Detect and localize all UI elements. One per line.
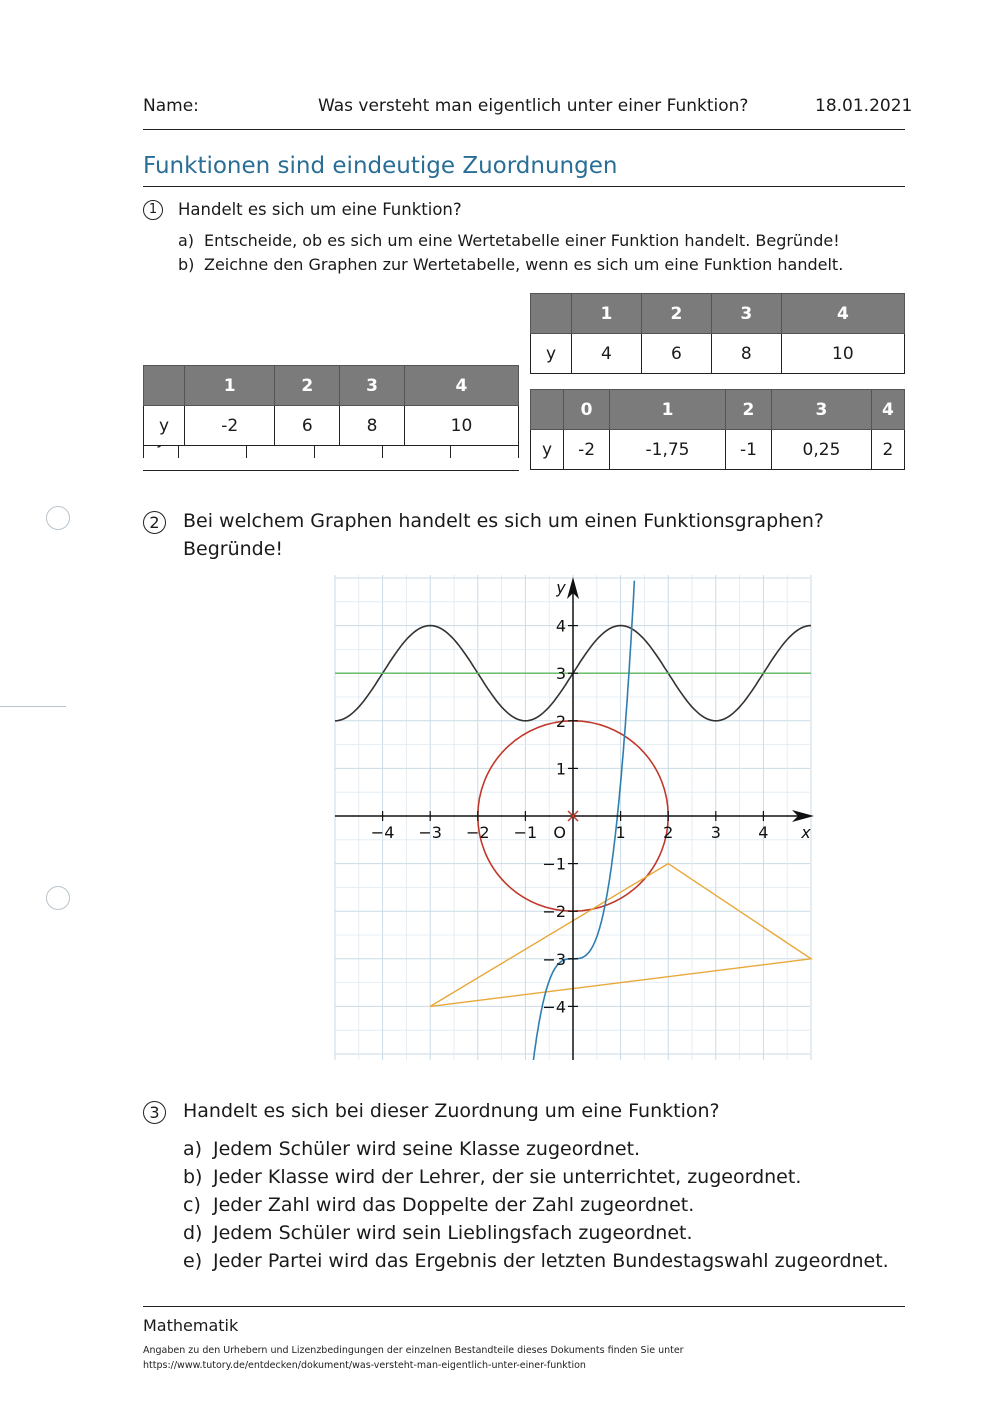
table-cell: 10 [404,406,518,446]
x-tick-label: 4 [758,823,769,842]
task2-question-line1: Bei welchem Graphen handelt es sich um einen Funktionsgraphen? [183,510,824,532]
y-tick-label: 3 [555,664,566,684]
table-header-cell: 1 [572,294,642,334]
worksheet-topic: Was versteht man eigentlich unter einer Funktion? [318,96,749,116]
x-tick-label: 2 [663,823,674,842]
footer-divider [143,1306,905,1307]
table-cell: y [144,406,185,446]
task-number-2: 2 [143,511,166,534]
table-header-cell: 2 [275,366,340,406]
table-header-cell: 3 [772,390,872,430]
x-tick-label: −1 [513,823,538,842]
table-cell: 0,25 [772,430,872,470]
table-cell: y [531,334,572,374]
value-table-right-top [530,293,905,374]
y-tick-label: −2 [542,902,566,922]
task3-item-text: Jeder Klasse wird der Lehrer, der sie unterrichtet, zugeordnet. [213,1166,802,1188]
task3-item-text: Jedem Schüler wird seine Klasse zugeordnet. [213,1138,641,1160]
worksheet-date: 18.01.2021 [815,96,913,116]
table-header-cell: 0 [564,390,610,430]
task3-item-label: b) [183,1166,203,1188]
table-header-cell: 4 [871,390,904,430]
table-cell: 8 [711,334,781,374]
task3-item-label: e) [183,1250,203,1272]
table-cell: 2 [871,430,904,470]
task1-item-b [178,255,843,274]
task3-question: Handelt es sich bei dieser Zuordnung um eine Funktion? [183,1100,720,1122]
x-axis-label: x [801,823,811,842]
table-header-cell [144,366,185,406]
table-header-cell: 3 [340,366,405,406]
task3-item-text: Jeder Partei wird das Ergebnis der letzten Bundestagswahl zugeordnet. [213,1250,889,1272]
table-cell: y [531,430,564,470]
hidden-row-mask [143,458,519,470]
table-cell: 8 [340,406,405,446]
y-tick-label: −4 [542,997,566,1017]
cubic-curve [533,581,634,1060]
fold-mark [0,706,66,707]
table-cell: 4 [572,334,642,374]
task3-item-d [183,1222,693,1244]
footer-credits-link[interactable]: https://www.tutory.de/entdecken/dokument/was-versteht-man-eigentlich-unter-einer-funktion [143,1360,586,1371]
header-divider [143,129,905,130]
task-number-3: 3 [143,1101,166,1124]
task3-item-label: c) [183,1194,201,1216]
name-label: Name: [143,96,199,116]
punch-hole-bottom [46,886,70,910]
task3-item-label: d) [183,1222,203,1244]
table-header-cell: 4 [404,366,518,406]
task3-item-text: Jedem Schüler wird sein Lieblingsfach zugeordnet. [213,1222,693,1244]
task3-item-text: Jeder Zahl wird das Doppelte der Zahl zugeordnet. [213,1194,695,1216]
table-header-cell [531,390,564,430]
table-header-cell: 2 [725,390,771,430]
task1-question: Handelt es sich um eine Funktion? [178,200,462,219]
task1-item-a-text: Entscheide, ob es sich um eine Wertetabelle einer Funktion handelt. Begründe! [204,231,840,250]
task1-item-b-text: Zeichne den Graphen zur Wertetabelle, wenn es sich um eine Funktion handelt. [204,255,844,274]
footer-credits-line1: Angaben zu den Urhebern und Lizenzbedingungen der einzelnen Bestandteile dieses Dokuments finden Sie unter [143,1345,684,1356]
task3-item-b [183,1166,801,1188]
origin-label: O [553,823,566,842]
task3-item-c [183,1194,694,1216]
table-header-cell: 1 [610,390,726,430]
task1-item-b-label: b) [178,255,195,274]
task1-item-a [178,231,840,250]
table-header-cell: 3 [711,294,781,334]
y-axis-label: y [556,578,566,597]
table-cell: 6 [641,334,711,374]
table-header-cell: 2 [641,294,711,334]
table-header-cell: 4 [781,294,904,334]
x-tick-label: 3 [710,823,721,842]
table-cell: -1 [725,430,771,470]
value-table-right-bottom [530,389,905,470]
y-tick-label: 4 [555,616,566,636]
punch-hole-top [46,506,70,530]
x-tick-label: −4 [370,823,395,842]
task3-item-e [183,1250,889,1272]
x-tick-label: 1 [615,823,626,842]
footer-subject: Mathematik [143,1316,239,1335]
y-tick-label: 2 [555,711,566,731]
task2-question-line2: Begründe! [183,538,284,560]
table-cell: 6 [275,406,340,446]
y-tick-label: 1 [555,759,566,779]
task3-item-label: a) [183,1138,203,1160]
table-header-cell: 1 [185,366,275,406]
title-divider [143,186,905,187]
y-tick-label: −1 [542,854,566,874]
table-cell: -2 [185,406,275,446]
task-number-1: 1 [143,200,163,220]
table-cell: 10 [781,334,904,374]
task1-item-a-label: a) [178,231,195,250]
function-graph [330,575,820,1060]
x-tick-label: −3 [418,823,442,842]
x-tick-label: −2 [466,823,490,842]
table-header-cell [531,294,572,334]
y-tick-label: −3 [542,949,566,969]
value-table-left [143,365,519,446]
table-cell: -2 [564,430,610,470]
task3-item-a [183,1138,640,1160]
page-title: Funktionen sind eindeutige Zuordnungen [143,153,618,179]
table-cell: -1,75 [610,430,726,470]
